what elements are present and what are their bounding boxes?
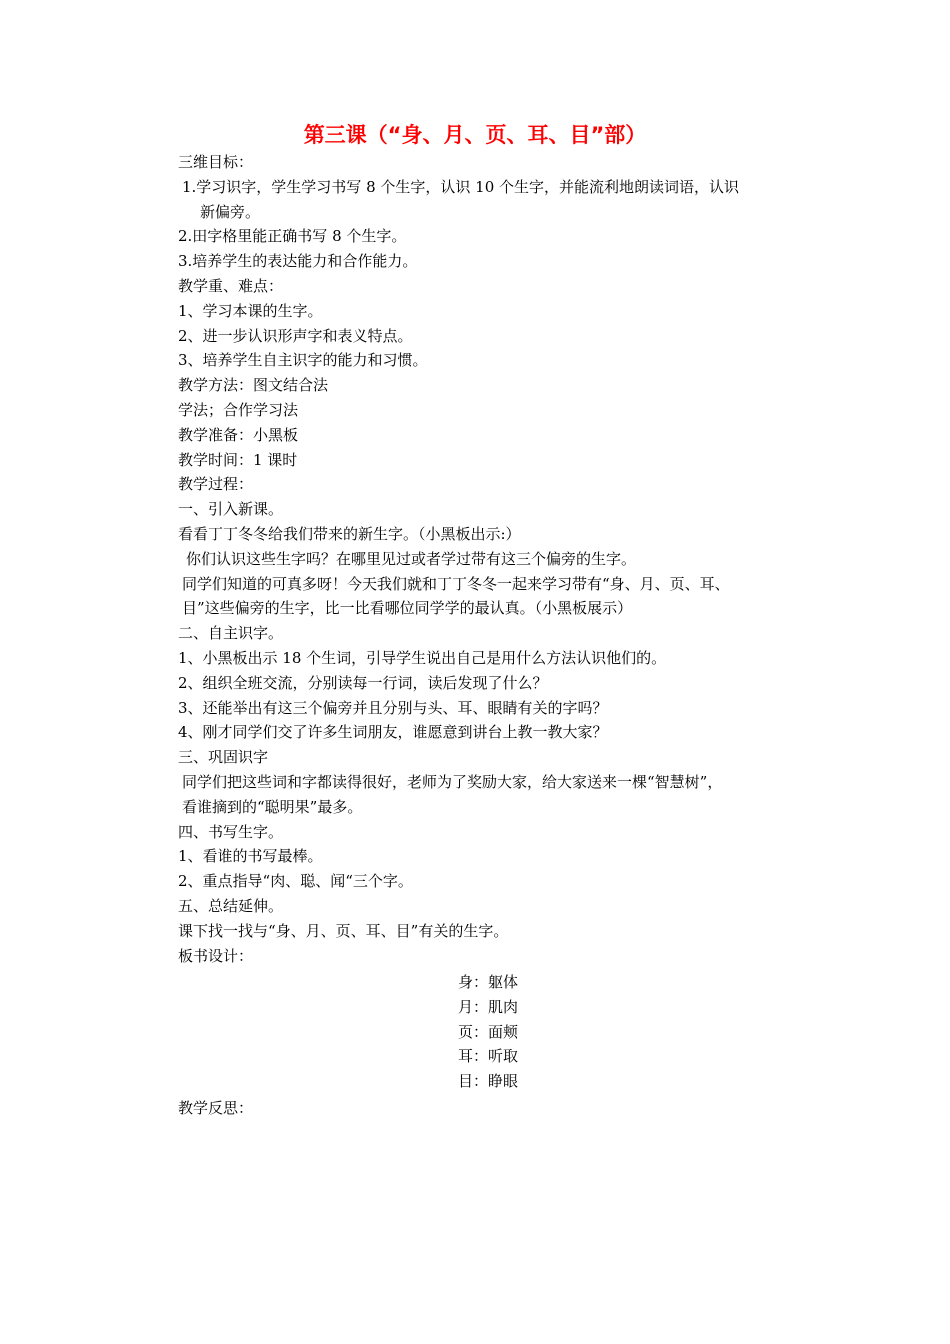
text-line: 3、培养学生自主识字的能力和习惯。 <box>178 351 428 370</box>
board-item: 目：睁眼 <box>458 1072 519 1091</box>
text-line: 教学方法：图文结合法 <box>178 376 329 395</box>
text-line: 2.田字格里能正确书写 8 个生字。 <box>178 227 407 246</box>
text-line: 五、总结延伸。 <box>178 896 284 915</box>
text-line: 二、自主识字。 <box>178 624 284 643</box>
text-line: 课下找一找与“身、月、页、耳、目”有关的生字。 <box>178 921 509 940</box>
text-line: 同学们把这些词和字都读得很好，老师为了奖励大家，给大家送来一棵“智慧树”， <box>182 772 723 791</box>
text-line: 看看丁丁冬冬给我们带来的新生字。（小黑板出示:） <box>178 524 521 543</box>
text-line: 教学过程： <box>178 475 254 494</box>
lesson-title: 第三课（“身、月、页、耳、目”部） <box>303 123 647 147</box>
text-line: 四、书写生字。 <box>178 822 284 841</box>
text-line: 1.学习识字，学生学习书写 8 个生字，认识 10 个生字，并能流利地朗读词语，认识 <box>182 177 740 196</box>
board-item: 月：肌肉 <box>458 997 519 1016</box>
text-line: 同学们知道的可真多呀！今天我们就和丁丁冬冬一起来学习带有“身、月、页、耳、 <box>182 574 730 593</box>
lesson-body <box>178 150 818 968</box>
text-line: 三、巩固识字 <box>178 748 269 767</box>
text-line: 教学时间：1 课时 <box>178 450 298 469</box>
text-line: 一、引入新课。 <box>178 500 284 519</box>
blackboard-design <box>458 970 518 1094</box>
text-line: 学法；合作学习法 <box>178 400 299 419</box>
text-line: 目”这些偏旁的生字，比一比看哪位同学学的最认真。（小黑板展示） <box>182 599 633 618</box>
text-line: 1、看谁的书写最棒。 <box>178 847 323 866</box>
text-line: 1、小黑板出示 18 个生词，引导学生说出自己是用什么方法认识他们的。 <box>178 648 667 667</box>
text-line: 3、还能举出有这三个偏旁并且分别与头、耳、眼睛有关的字吗？ <box>178 698 608 717</box>
text-line: 1、学习本课的生字。 <box>178 301 323 320</box>
text-line: 2、进一步认识形声字和表义特点。 <box>178 326 413 345</box>
board-item: 页：面颊 <box>458 1022 519 1041</box>
board-item: 身：躯体 <box>458 973 519 991</box>
text-line: 板书设计： <box>178 946 254 965</box>
text-line: 2、组织全班交流，分别读每一行词，读后发现了什么？ <box>178 673 548 692</box>
text-line: 教学重、难点： <box>178 276 284 295</box>
teaching-reflection: 教学反思： <box>178 1099 254 1117</box>
board-item: 耳：听取 <box>458 1047 519 1066</box>
text-line: 三维目标： <box>178 153 254 171</box>
text-line: 看谁摘到的“聪明果”最多。 <box>182 797 363 816</box>
text-line: 4、刚才同学们交了许多生词朋友，谁愿意到讲台上教一教大家？ <box>178 723 608 742</box>
text-line: 2、重点指导“肉、聪、闻“三个字。 <box>178 872 413 891</box>
text-line: 新偏旁。 <box>200 202 261 221</box>
text-line: 你们认识这些生字吗？在哪里见过或者学过带有这三个偏旁的生字。 <box>186 549 637 568</box>
text-line: 教学准备：小黑板 <box>178 425 299 444</box>
text-line: 3.培养学生的表达能力和合作能力。 <box>178 252 418 271</box>
